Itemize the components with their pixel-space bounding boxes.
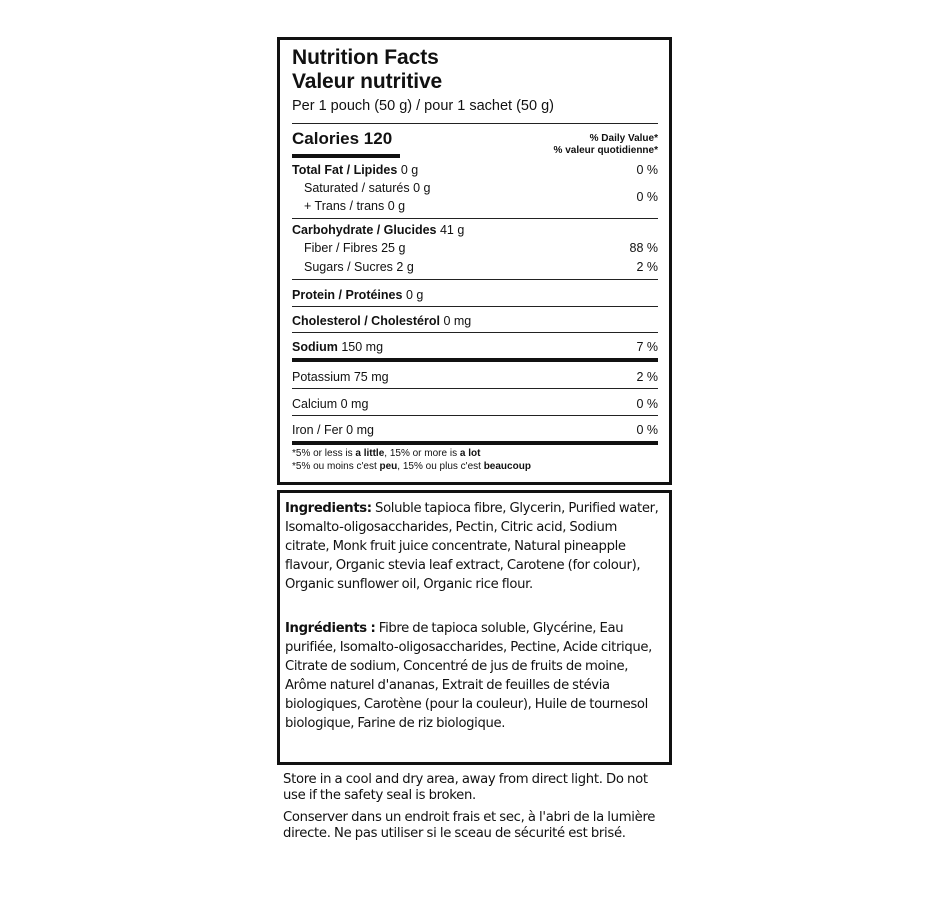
nutrition-title-fr: Valeur nutritive	[292, 70, 443, 93]
thick-divider	[292, 441, 658, 445]
divider	[292, 279, 658, 280]
thick-divider	[292, 358, 658, 362]
footnote-en: *5% or less is a little, 15% or more is a lot	[292, 448, 481, 459]
ingredients-en: Ingredients: Soluble tapioca fibre, Glycerin, Purified water, Isomalto-oligosaccharides, Pectin, Citric acid, Sodium citrate, Monk fruit juice concentrate, Natural pineapple flavour, Organic stevia leaf extract, Carotene (for colour), Organic sunflower oil, Organic rice flour.	[285, 501, 659, 592]
daily-value-header: % Daily Value* % valeur quotidienne*	[553, 133, 658, 156]
nutrient-row-iron: Iron / Fer 0 mg 0 %	[292, 423, 658, 437]
daily-value-footnote	[292, 447, 531, 473]
nutrient-row-total-fat: Total Fat / Lipides 0 g 0 %	[292, 163, 658, 177]
nutrition-title-en: Nutrition Facts	[292, 46, 439, 69]
nutrient-row-saturated: Saturated / saturés 0 g	[304, 181, 431, 195]
footnote-fr: *5% ou moins c'est peu, 15% ou plus c'est beaucoup	[292, 461, 531, 472]
calories-label: Calories 120	[292, 129, 393, 148]
nutrient-row-carbohydrate: Carbohydrate / Glucides 41 g	[292, 223, 465, 237]
nutrient-row-fiber: Fiber / Fibres 25 g 88 %	[304, 241, 658, 255]
divider	[292, 332, 658, 333]
ingredients-en-label: Ingredients:	[285, 501, 372, 516]
nutrient-row-protein: Protein / Protéines 0 g	[292, 288, 424, 302]
serving-size: Per 1 pouch (50 g) / pour 1 sachet (50 g)	[292, 98, 554, 114]
nutrient-row-calcium: Calcium 0 mg 0 %	[292, 397, 658, 411]
ingredients-box	[277, 490, 672, 765]
divider	[292, 388, 658, 389]
divider	[292, 415, 658, 416]
ingredients-fr-label: Ingrédients :	[285, 621, 376, 636]
divider	[292, 123, 658, 124]
nutrient-row-sugars: Sugars / Sucres 2 g 2 %	[304, 260, 658, 274]
ingredients-fr: Ingrédients : Fibre de tapioca soluble, Glycérine, Eau purifiée, Isomalto-oligosaccharides, Pectine, Acide citrique, Citrate de sodium, Concentré de jus de fruits de moine, Arôme naturel d'ananas, Extrait de feuilles de stévia biologiques, Carotène (pour la couleur), Huile de tournesol biologique, Farine de riz biologique.	[285, 621, 652, 731]
nutrient-row-cholesterol: Cholesterol / Cholestérol 0 mg	[292, 314, 472, 328]
storage-instructions-en: Store in a cool and dry area, away from direct light. Do not use if the safety seal is broken.	[283, 772, 648, 803]
nutrient-row-sodium: Sodium 150 mg 7 %	[292, 340, 658, 354]
storage-instructions-fr: Conserver dans un endroit frais et sec, à l'abri de la lumière directe. Ne pas utiliser si le sceau de sécurité est brisé.	[283, 810, 656, 841]
nutrition-facts-table: Nutrition Facts Valeur nutritive Per 1 pouch (50 g) / pour 1 sachet (50 g) Calories 120 % Daily Value* % valeur quotidienne* Total Fat / Lipides 0 g 0 % Saturated / saturés 0 g + Trans / trans 0 g 0 % Carbohydrate / Glucides 41 g Fiber / Fibres 25 g 88 % Sugars / Sucres 2 g 2 % Protein / Protéines 0 g Cholesterol / Cholestérol 0 mg Sodium 150 mg 7 % Potassium 75 mg 2 % Calcium 0 mg 0 % Iron / Fer 0 mg 0 % *5% or less is a little, 15% or more is a lot *5% ou moins c'est peu, 15% ou plus c'est beaucoup	[277, 37, 672, 485]
divider	[292, 218, 658, 219]
nutrient-row-potassium: Potassium 75 mg 2 %	[292, 370, 658, 384]
divider	[292, 306, 658, 307]
calories-bar	[292, 154, 400, 158]
nutrient-row-trans: + Trans / trans 0 g	[304, 199, 406, 213]
